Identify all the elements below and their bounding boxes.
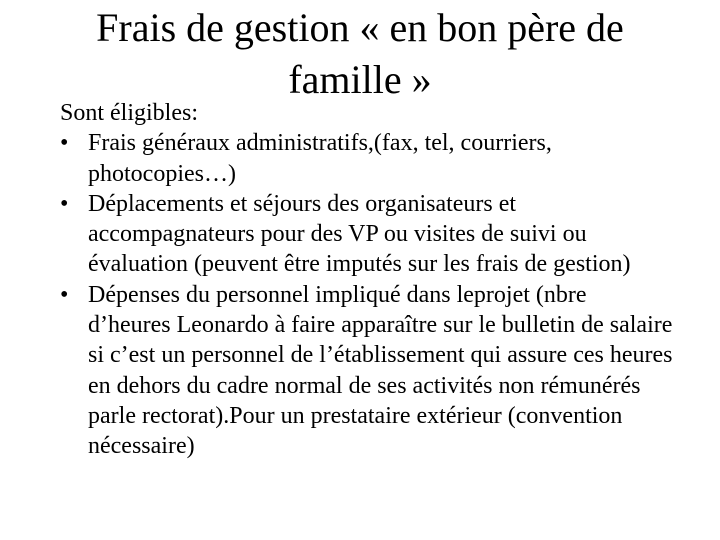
list-item [60,280,675,462]
bullet-icon: • [60,281,69,308]
list-item [60,189,675,280]
list-item-text: Frais généraux administratifs,(fax, tel, courriers, photocopies…) [88,130,552,187]
bullet-list [60,128,675,461]
list-item [60,128,675,189]
slide-body [60,98,675,462]
list-item-text: Déplacements et séjours des organisateurs et accompagnateurs pour des VP ou visites de suivi ou évaluation (peuvent être imputés sur les frais de gestion) [88,190,631,278]
bullet-icon: • [60,190,69,217]
list-item-text: Dépenses du personnel impliqué dans leprojet (nbre d’heures Leonardo à faire apparaître sur le bulletin de salaire si c’est un personnel de l’établissement qui assure ces heures en dehors du cadre normal de ses activités non rémunérés parle rectorat).Pour un prestataire extérieur (convention nécessaire) [88,281,673,460]
slide-title: Frais de gestion « en bon père de famille » [96,5,624,102]
intro-text: Sont éligibles: [60,100,198,126]
bullet-icon: • [60,130,69,157]
